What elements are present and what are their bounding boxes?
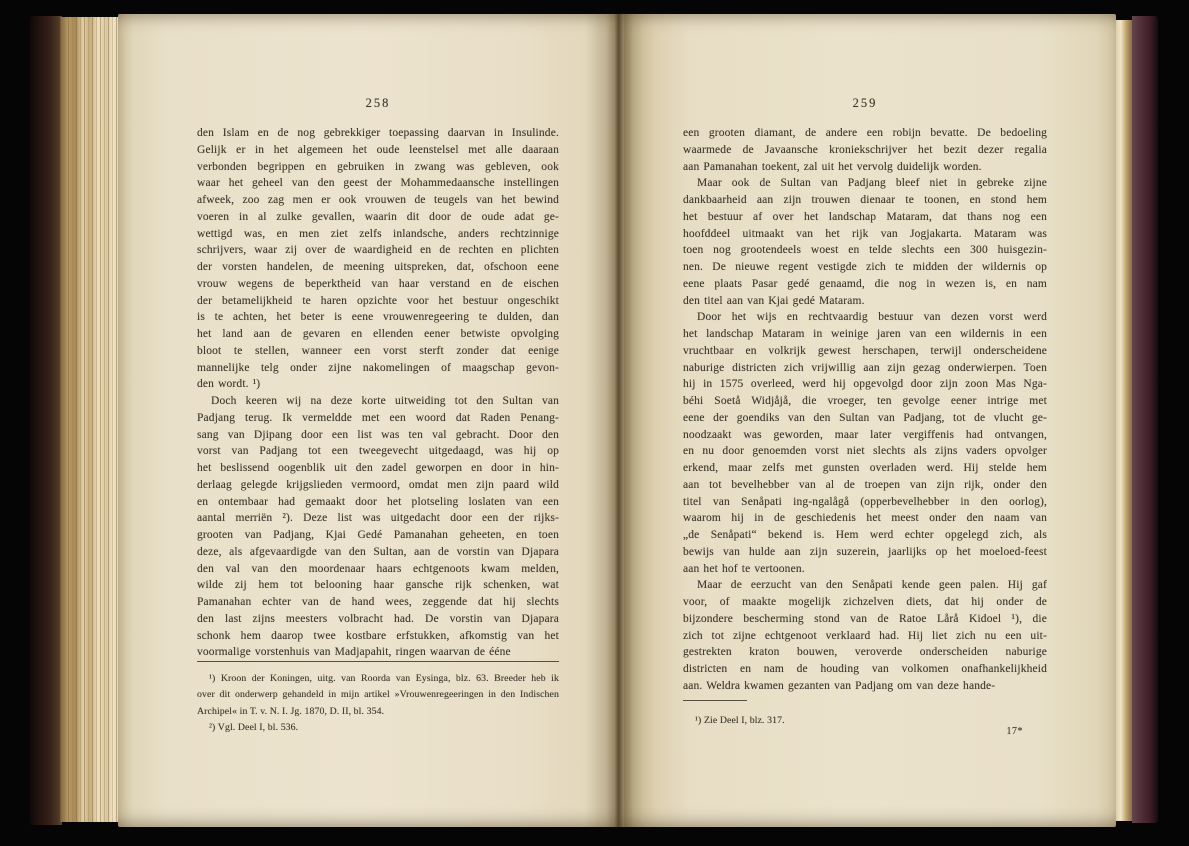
text-line: titel van Senåpati ing-ngalågå (opperbevelhebber in den oorlog), [683,495,1047,508]
footnote-line: ¹) Zie Deel I, blz. 317. [695,715,785,726]
footnote-line: Archipel« in T. v. N. I. Jg. 1870, D. II, bl. 354. [197,705,385,717]
text-line: het land aan de gevaren en ellenden eener betwiste opvolging [197,328,559,340]
text-line: naburige districten zich vrijwillig aan zijn gezag onderwierpen. Toen [683,361,1047,374]
text-line: districten en nam de houding van volkomen onafhankelijkheid [683,663,1047,675]
text-line: toen nog grootendeels woest en telde slechts een 300 huisgezin- [683,244,1047,257]
text-line: grooten van Padjang, Kjai Gedé Pamanahan geheeten, en toen [197,529,559,541]
book-cover-right [1132,16,1158,823]
text-line: hij in 1575 overleed, werd hij opgevolgd door zijn zoon Mas Nga- [683,378,1047,391]
footnote-line: ²) Vgl. Deel I, bl. 536. [209,722,299,734]
text-line: Gelijk er in het algemeen het oude leenstelsel met alle daaraan [197,143,559,156]
text-line: waarom hij in de geschiedenis het meest onder den naam van [683,512,1047,525]
text-line: vrouw wegens de beperktheid van haar verstand en de eischen [197,277,559,290]
right-page [624,14,1116,827]
text-line: wettigd was, en men ziet zelfs inlandsche, anders rechtzinnige [197,227,559,240]
text-line: den wordt. ¹) [197,378,261,391]
text-line: Maar ook de Sultan van Padjang bleef niet in gebreke zijne [697,177,1047,190]
text-line: voormalige vorstenhuis van Madjapahit, ringen waarvan de ééne [197,646,511,659]
text-line: gestrekten kraton bouwen, veroverde onderscheiden naburige [683,646,1047,659]
text-line: eene der goendiks van den Sultan van Padjang, tot de vlucht ge- [683,411,1047,424]
text-line: aan Pamanahan toekent, zal uit het vervolg duidelijk worden. [683,160,982,173]
page-number-right: 259 [852,96,878,110]
text-line: mannelijke telg onder zijne nakomelingen of maagschap gevon- [197,361,559,374]
text-line: béhi Soetå Widjåjå, die vroeger, ten gevolge eener intrige met [683,395,1047,407]
footnote-rule-left [197,661,559,662]
text-line: het bestuur af over het landschap Mataram, dat thans nog een [683,210,1047,223]
text-line: „de Senåpati“ bekend is. Hem werd echter opgelegd zich, als [683,529,1047,541]
text-line: deze, als afgevaardigde van den Sultan, aan de vorstin van Djapara [197,545,559,558]
text-line: den val van den moordenaar haars echtgenoots kwam melden, [197,562,559,575]
text-line: wilde zij hem tot belooning haar gansche rijk schenken, wat [197,579,559,592]
text-line: voeren in al zulke gevallen, waarin dit door de oude adat ge- [197,210,559,223]
text-line: zich tot zijne echtgenoot verklaard had. Hij liet zich nu een uit- [683,629,1047,642]
text-line: het beslissend oogenblik uit den zadel geworpen en door in hin- [197,462,559,474]
text-line: bloot te stellen, wanneer een vorst sterft zonder dat eenige [197,344,559,357]
text-line: den last zijns meesters volbracht had. De vorstin van Djapara [197,612,559,625]
text-line: aan tot bevelhebber van al de troepen van zijn rijk, onder den [683,478,1047,491]
text-line: het landschap Mataram in weinige jaren van een wildernis in een [683,328,1047,340]
text-line: sang van Djipang door een list was ten val gebracht. Door den [197,428,559,441]
footnote-line: over dit onderwerp gehandeld in mijn artikel »Vrouwenregeeringen in den Indischen [197,689,559,701]
page-number-left: 258 [365,96,391,110]
text-line: waarmede de Javaansche kroniekschrijver het bezit dezer regalia [683,143,1047,156]
main-text-left [197,125,559,661]
text-line: nen. De nieuwe regent vestigde zich te midden der wildernis op [683,261,1047,273]
text-line: bewijs van hulde aan zijn suzerein, jaarlijks op het moeloed-feest [683,545,1047,558]
text-line: Pamanahan echter van de hand wees, zeggende dat hij slechts [197,596,559,608]
page-edge-stack-right [1116,20,1132,821]
footnote-rule-right [683,700,747,701]
text-line: verbonden begrippen en gebruiken in zwang was gebleven, ook [197,160,559,173]
footnote-line: ¹) Kroon der Koningen, uitg. van Roorda van Eysinga, blz. 63. Breeder heb ik [209,673,559,684]
page-edge-stack-left [60,17,118,822]
text-line: derlaag gelegde krijgslieden vermoord, omdat men zijn paard wild [197,478,559,491]
book-cover-left [30,16,62,825]
footnotes-left [197,671,559,737]
text-line: Maar de eerzucht van den Senåpati kende geen palen. Hij gaf [697,579,1047,592]
open-book [30,14,1158,827]
text-line: vruchtbaar en volkrijk gewest herschapen, terwijl onderscheidene [683,344,1047,357]
text-line: den Islam en de nog gebrekkiger toepassing daarvan in Insulinde. [197,127,559,139]
text-line: is te achten, het beter is eene vrouwenregeering te dulden, dan [197,311,559,324]
text-line: afweek, zoo zag men er ook vrouwen de teugels van het bewind [197,194,559,206]
text-line: aan het hof te vertoonen. [683,562,805,575]
text-line: den titel aan van Kjai gedé Mataram. [683,294,865,307]
text-line: voor, of maakte mogelijk zichzelven diets, dat hij onder de [683,596,1047,608]
text-line: noodzaakt was geworden, maar later vergiffenis had ontvangen, [683,428,1047,441]
text-line: en ontembaar had gemaakt door het plotseling loslaten van een [197,495,559,508]
text-line: waar het geheel van den geest der Mohammedaansche instellingen [197,177,559,190]
text-line: Door het wijs en rechtvaardig bestuur van dezen vorst werd [697,311,1047,324]
signature-mark: 17* [1006,726,1023,737]
text-line: vorst van Padjang tot een tweegevecht uitgedaagd, was hij op [197,445,559,458]
text-line: erkend, maar zelfs met gunsten overladen werd. Hij stelde hem [683,462,1047,474]
text-line: der betamelijkheid te haren opzichte voor het bestuur ongeschikt [197,294,559,307]
main-text-right [683,125,1047,695]
text-line: aantal merriën ²). Deze list was uitgedacht door een der rijks- [197,512,559,525]
text-line: hoofddeel uitmaakt van het rijk van Jogjakarta. Mataram was [683,227,1047,240]
text-line: schrijvers, waar zij over de waardigheid en de rechten en plichten [197,244,559,257]
text-line: en nu door genoemden vorst niet slechts als zijns vaders opvolger [683,445,1047,458]
text-line: eene plaats Pasar gedé genaamd, die nog in wezen is, en nam [683,277,1047,290]
text-line: Doch keeren wij na deze korte uitweiding tot den Sultan van [211,395,559,407]
text-line: bijzondere bescherming stond van de Ratoe Lårå Kidoel ¹), die [683,612,1047,625]
text-line: aan. Weldra kwamen gezanten van Padjang om van deze hande- [683,679,996,692]
text-line: dankbaarheid aan zijn trouwen dienaar te toonen, en stond hem [683,194,1047,206]
text-line: der vorsten handelen, de meening uitspreken, dat, ofschoon eene [197,261,559,273]
left-page [118,14,624,827]
text-line: schonk hem daarop twee kostbare erfstukken, afkomstig van het [197,629,559,642]
text-line: Padjang terug. Ik vermeldde met een woord dat Raden Penang- [197,411,559,424]
text-line: een grooten diamant, de andere een robijn bevatte. De bedoeling [683,127,1047,139]
